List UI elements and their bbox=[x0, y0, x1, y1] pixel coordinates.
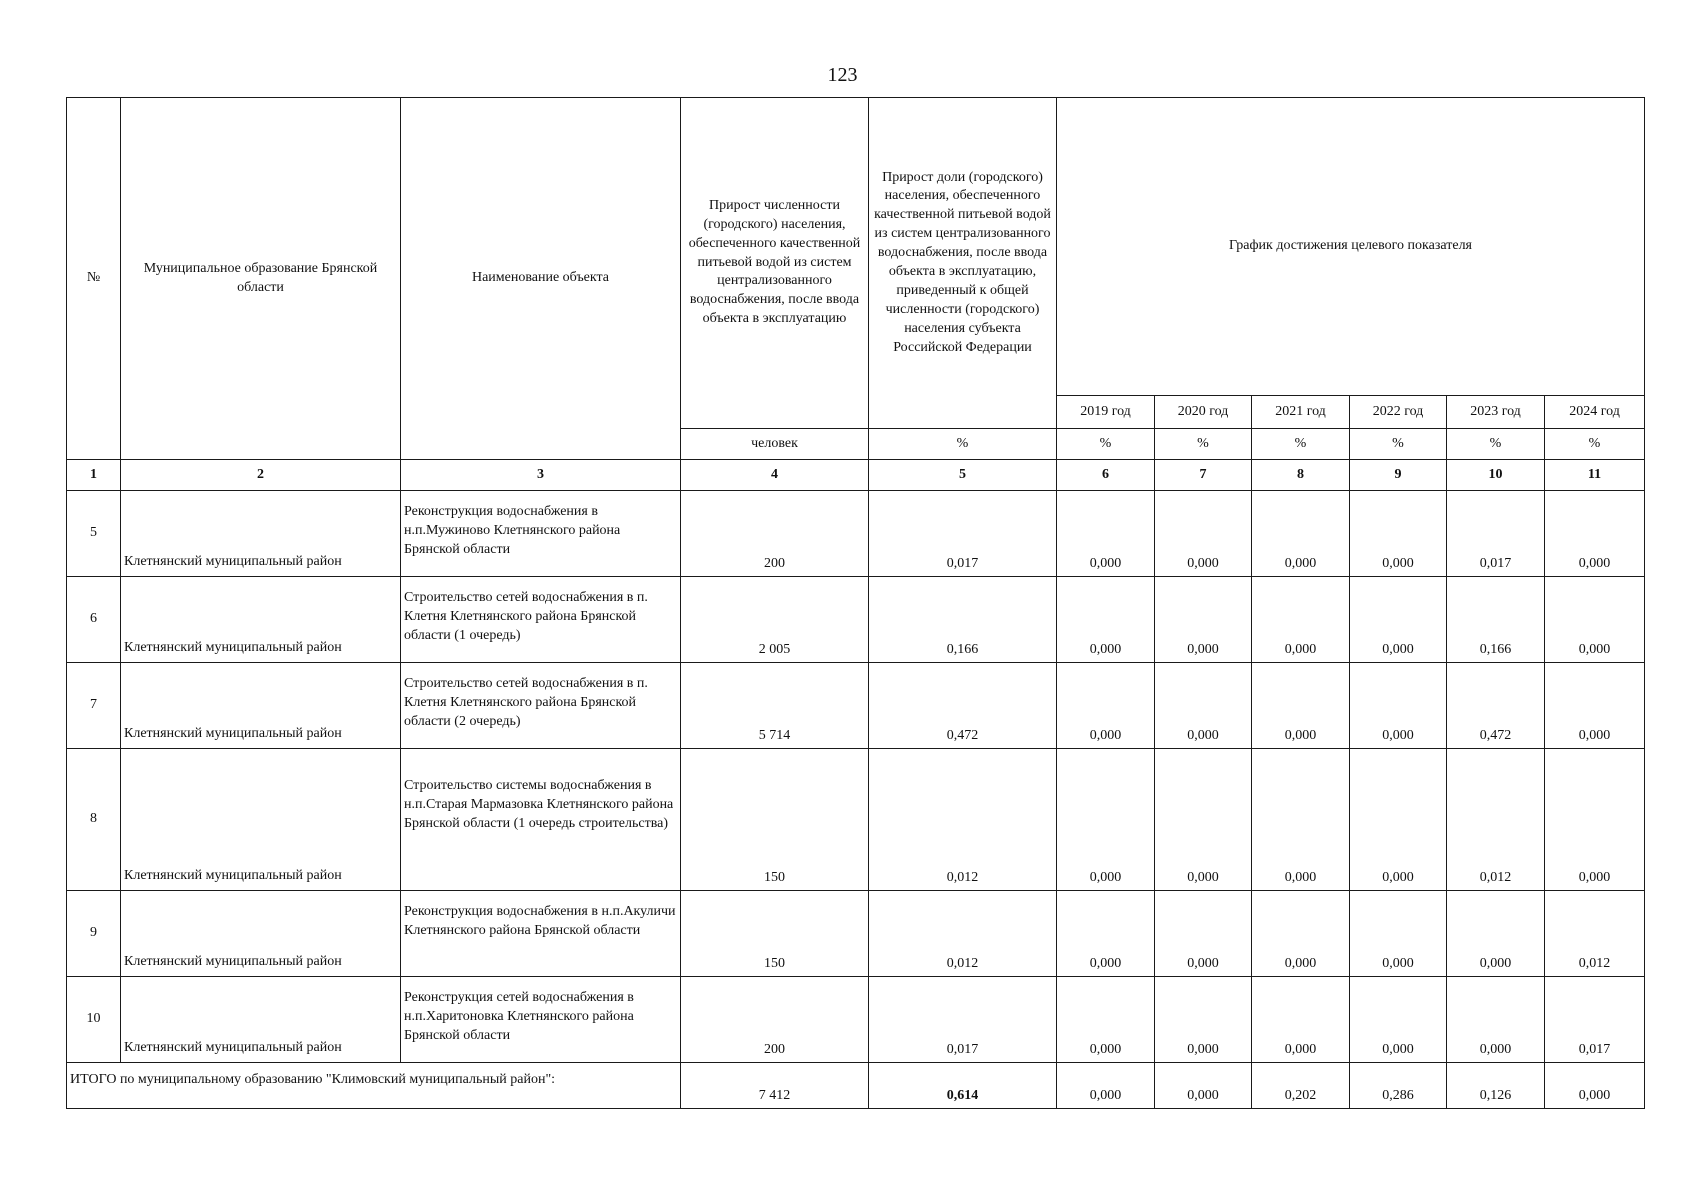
value-2024: 0,000 bbox=[1545, 663, 1645, 749]
row-number: 7 bbox=[67, 663, 121, 749]
municipality-name: Клетнянский муниципальный район bbox=[121, 577, 401, 663]
unit-percent: % bbox=[1350, 429, 1447, 460]
municipality-name: Клетнянский муниципальный район bbox=[121, 891, 401, 977]
table-row bbox=[67, 663, 1645, 749]
column-numbers-row bbox=[67, 460, 1645, 491]
population-growth: 150 bbox=[681, 749, 869, 891]
column-number: 6 bbox=[1057, 460, 1155, 491]
unit-people: человек bbox=[681, 429, 869, 460]
value-2019: 0,000 bbox=[1057, 977, 1155, 1063]
value-2022: 0,000 bbox=[1350, 749, 1447, 891]
table-row bbox=[67, 577, 1645, 663]
total-2020: 0,000 bbox=[1155, 1063, 1252, 1109]
page-number: 123 bbox=[827, 64, 858, 86]
table-row bbox=[67, 749, 1645, 891]
total-population-growth: 7 412 bbox=[681, 1063, 869, 1109]
column-number: 7 bbox=[1155, 460, 1252, 491]
population-growth: 150 bbox=[681, 891, 869, 977]
header-share-growth: Прирост доли (городского) населения, обеспеченного качественной питьевой водой из систем централизованного водоснабжения, после ввода объекта в эксплуатацию, приведенный к общей численности (городского) населения субъекта Российской Федерации bbox=[869, 98, 1057, 429]
value-2020: 0,000 bbox=[1155, 749, 1252, 891]
total-row bbox=[67, 1063, 1645, 1109]
value-2023: 0,000 bbox=[1447, 891, 1545, 977]
object-name: Реконструкция водоснабжения в н.п.Акуличи Клетнянского района Брянской области bbox=[401, 891, 681, 977]
object-name: Реконструкция водоснабжения в н.п.Мужиново Клетнянского района Брянской области bbox=[401, 491, 681, 577]
municipality-name: Клетнянский муниципальный район bbox=[121, 749, 401, 891]
value-2021: 0,000 bbox=[1252, 663, 1350, 749]
column-number: 1 bbox=[67, 460, 121, 491]
value-2023: 0,017 bbox=[1447, 491, 1545, 577]
value-2023: 0,472 bbox=[1447, 663, 1545, 749]
value-2019: 0,000 bbox=[1057, 577, 1155, 663]
total-2024: 0,000 bbox=[1545, 1063, 1645, 1109]
total-share-growth: 0,614 bbox=[869, 1063, 1057, 1109]
municipality-name: Клетнянский муниципальный район bbox=[121, 663, 401, 749]
row-number: 10 bbox=[67, 977, 121, 1063]
header-population-growth: Прирост численности (городского) населения, обеспеченного качественной питьевой водой из систем централизованного водоснабжения, после ввода объекта в эксплуатацию bbox=[681, 98, 869, 429]
population-growth: 2 005 bbox=[681, 577, 869, 663]
value-2021: 0,000 bbox=[1252, 749, 1350, 891]
value-2024: 0,012 bbox=[1545, 891, 1645, 977]
indicator-table bbox=[66, 97, 1645, 1109]
municipality-name: Клетнянский муниципальный район bbox=[121, 977, 401, 1063]
row-number: 9 bbox=[67, 891, 121, 977]
object-name: Строительство сетей водоснабжения в п. Клетня Клетнянского района Брянской области (1 очередь) bbox=[401, 577, 681, 663]
total-label: ИТОГО по муниципальному образованию "Климовский муниципальный район": bbox=[67, 1063, 681, 1109]
row-number: 6 bbox=[67, 577, 121, 663]
year-2021: 2021 год bbox=[1252, 396, 1350, 429]
column-number: 11 bbox=[1545, 460, 1645, 491]
year-2022: 2022 год bbox=[1350, 396, 1447, 429]
share-growth: 0,472 bbox=[869, 663, 1057, 749]
table-row bbox=[67, 491, 1645, 577]
total-2022: 0,286 bbox=[1350, 1063, 1447, 1109]
value-2019: 0,000 bbox=[1057, 663, 1155, 749]
share-growth: 0,017 bbox=[869, 491, 1057, 577]
share-growth: 0,166 bbox=[869, 577, 1057, 663]
value-2022: 0,000 bbox=[1350, 977, 1447, 1063]
value-2024: 0,000 bbox=[1545, 577, 1645, 663]
value-2024: 0,017 bbox=[1545, 977, 1645, 1063]
column-number: 10 bbox=[1447, 460, 1545, 491]
value-2020: 0,000 bbox=[1155, 977, 1252, 1063]
year-2023: 2023 год bbox=[1447, 396, 1545, 429]
population-growth: 200 bbox=[681, 977, 869, 1063]
unit-percent: % bbox=[1057, 429, 1155, 460]
column-number: 5 bbox=[869, 460, 1057, 491]
value-2022: 0,000 bbox=[1350, 577, 1447, 663]
row-number: 8 bbox=[67, 749, 121, 891]
value-2022: 0,000 bbox=[1350, 663, 1447, 749]
unit-percent: % bbox=[1155, 429, 1252, 460]
total-2023: 0,126 bbox=[1447, 1063, 1545, 1109]
column-number: 3 bbox=[401, 460, 681, 491]
share-growth: 0,012 bbox=[869, 749, 1057, 891]
value-2023: 0,166 bbox=[1447, 577, 1545, 663]
year-2024: 2024 год bbox=[1545, 396, 1645, 429]
share-growth: 0,012 bbox=[869, 891, 1057, 977]
population-growth: 5 714 bbox=[681, 663, 869, 749]
column-number: 2 bbox=[121, 460, 401, 491]
year-2019: 2019 год bbox=[1057, 396, 1155, 429]
population-growth: 200 bbox=[681, 491, 869, 577]
unit-percent: % bbox=[1447, 429, 1545, 460]
total-2021: 0,202 bbox=[1252, 1063, 1350, 1109]
table-row bbox=[67, 977, 1645, 1063]
unit-percent: % bbox=[869, 429, 1057, 460]
value-2019: 0,000 bbox=[1057, 891, 1155, 977]
value-2023: 0,012 bbox=[1447, 749, 1545, 891]
value-2021: 0,000 bbox=[1252, 491, 1350, 577]
value-2024: 0,000 bbox=[1545, 491, 1645, 577]
value-2021: 0,000 bbox=[1252, 977, 1350, 1063]
value-2022: 0,000 bbox=[1350, 491, 1447, 577]
header-object: Наименование объекта bbox=[401, 98, 681, 460]
table-row bbox=[67, 891, 1645, 977]
header-no: № bbox=[67, 98, 121, 460]
year-2020: 2020 год bbox=[1155, 396, 1252, 429]
value-2024: 0,000 bbox=[1545, 749, 1645, 891]
value-2020: 0,000 bbox=[1155, 577, 1252, 663]
column-number: 4 bbox=[681, 460, 869, 491]
municipality-name: Клетнянский муниципальный район bbox=[121, 491, 401, 577]
object-name: Реконструкция сетей водоснабжения в н.п.Харитоновка Клетнянского района Брянской области bbox=[401, 977, 681, 1063]
total-2019: 0,000 bbox=[1057, 1063, 1155, 1109]
unit-percent: % bbox=[1252, 429, 1350, 460]
value-2019: 0,000 bbox=[1057, 491, 1155, 577]
value-2020: 0,000 bbox=[1155, 491, 1252, 577]
object-name: Строительство сетей водоснабжения в п. Клетня Клетнянского района Брянской области (2 очередь) bbox=[401, 663, 681, 749]
column-number: 9 bbox=[1350, 460, 1447, 491]
value-2023: 0,000 bbox=[1447, 977, 1545, 1063]
header-schedule: График достижения целевого показателя bbox=[1057, 98, 1645, 396]
header-municipality: Муниципальное образование Брянской области bbox=[121, 98, 401, 460]
unit-percent: % bbox=[1545, 429, 1645, 460]
object-name: Строительство системы водоснабжения в н.п.Старая Мармазовка Клетнянского района Брянской области (1 очередь строительства) bbox=[401, 749, 681, 891]
value-2021: 0,000 bbox=[1252, 891, 1350, 977]
column-number: 8 bbox=[1252, 460, 1350, 491]
row-number: 5 bbox=[67, 491, 121, 577]
value-2019: 0,000 bbox=[1057, 749, 1155, 891]
share-growth: 0,017 bbox=[869, 977, 1057, 1063]
value-2020: 0,000 bbox=[1155, 891, 1252, 977]
value-2020: 0,000 bbox=[1155, 663, 1252, 749]
value-2021: 0,000 bbox=[1252, 577, 1350, 663]
value-2022: 0,000 bbox=[1350, 891, 1447, 977]
